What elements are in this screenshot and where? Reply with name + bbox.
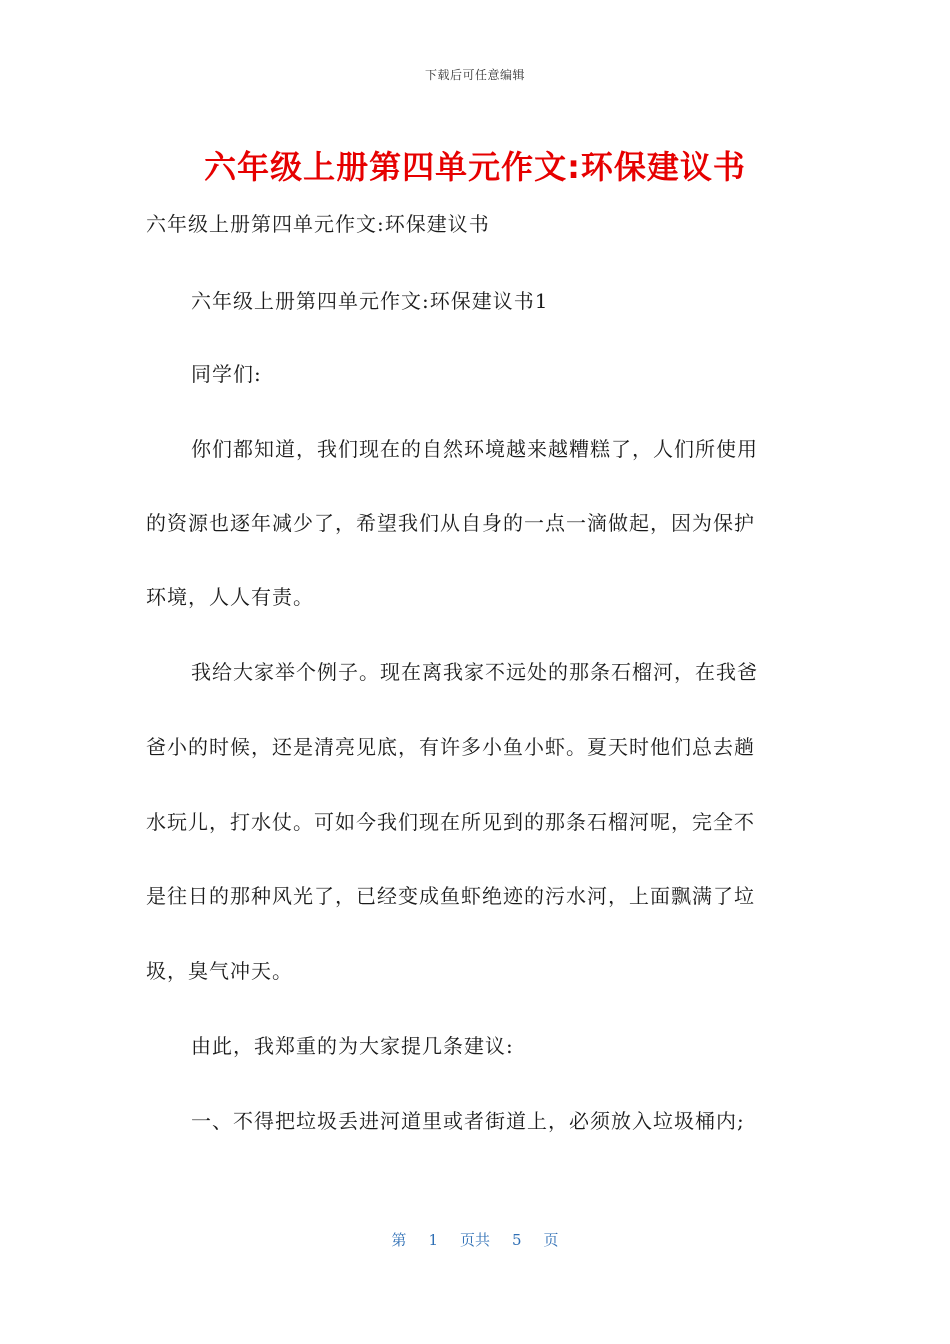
footer-middle: 页共 [459, 1231, 490, 1249]
body-line: 环境，人人有责。 [146, 585, 314, 609]
body-line: 圾，臭气冲天。 [146, 959, 293, 983]
body-line: 爸小的时候，还是清亮见底，有许多小鱼小虾。夏天时他们总去趟 [146, 735, 755, 759]
body-line: 由此，我郑重的为大家提几条建议: [191, 1034, 514, 1058]
body-line-subtitle: 六年级上册第四单元作文:环保建议书 [146, 212, 490, 236]
body-line: 一、不得把垃圾丢进河道里或者街道上，必须放入垃圾桶内; [191, 1109, 745, 1133]
body-line-heading: 六年级上册第四单元作文:环保建议书1 [191, 289, 549, 313]
header-note: 下载后可任意编辑 [424, 68, 525, 82]
document-title: 六年级上册第四单元作文:环保建议书 [204, 148, 746, 186]
footer-page-number: 1 [428, 1231, 438, 1249]
footer-prefix: 第 [391, 1231, 407, 1249]
body-line: 水玩儿，打水仗。可如今我们现在所见到的那条石榴河呢，完全不 [146, 810, 755, 834]
page-footer [0, 1229, 950, 1250]
footer-total-pages: 5 [512, 1231, 522, 1249]
footer-suffix: 页 [543, 1231, 559, 1249]
body-line: 是往日的那种风光了，已经变成鱼虾绝迹的污水河，上面飘满了垃 [146, 884, 755, 908]
body-line-salutation: 同学们: [191, 362, 262, 386]
body-line: 的资源也逐年减少了，希望我们从自身的一点一滴做起，因为保护 [146, 511, 755, 535]
body-line: 你们都知道，我们现在的自然环境越来越糟糕了，人们所使用 [191, 437, 758, 461]
body-line: 我给大家举个例子。现在离我家不远处的那条石榴河，在我爸 [191, 660, 758, 684]
